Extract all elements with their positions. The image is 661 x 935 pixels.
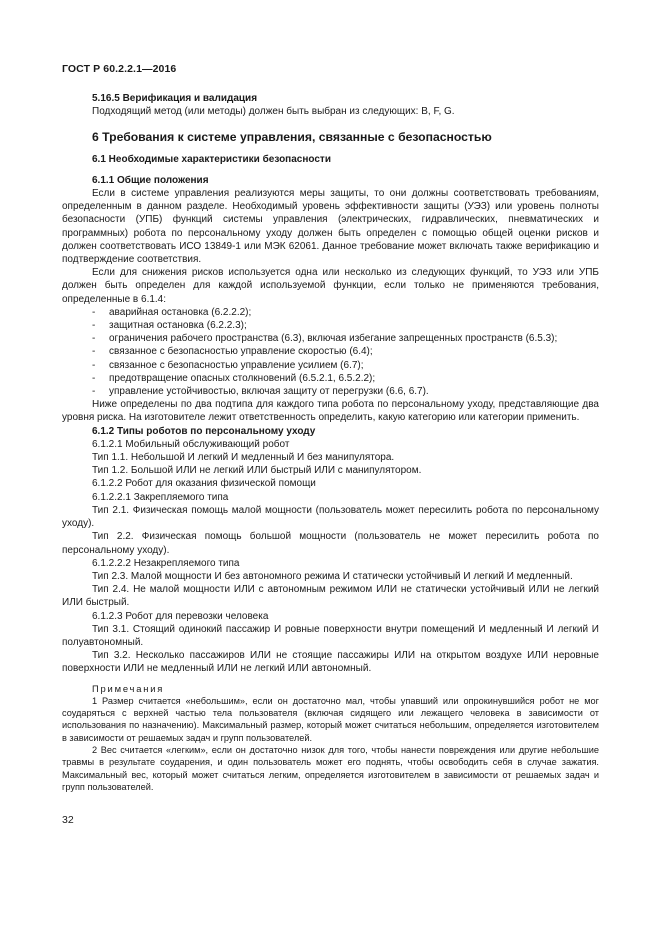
section-5-16-5-heading: 5.16.5 Верификация и валидация [92,93,258,104]
list-item: - защитная остановка (6.2.2.3); [92,320,247,332]
page-content [62,92,599,793]
list-item: - управление устойчивостью, включая защиту от перегрузки (6.6, 6.7). [92,386,429,398]
robot-type-2-1: Тип 2.1. Физическая помощь малой мощности (пользователь может пересилить робота по персональному уходу). [62,504,599,530]
robot-type-2-3: Тип 2.3. Малой мощности И без автономного режима И статически устойчивый И легкий И медленный. [92,570,573,582]
robot-type-1-1: Тип 1.1. Небольшой И легкий И медленный И без манипулятора. [92,452,395,464]
section-6-1-1-paragraph-2: Если для снижения рисков используется одна или несколько из следующих функций, то УЭЗ или УПБ должен быть определен для каждой используемой функции, если только не применяются требования, определенные в 6.1.4: [62,267,599,305]
page-number: 32 [62,814,74,826]
standard-designation: ГОСТ Р 60.2.2.1—2016 [62,63,177,75]
robot-type-1-2: Тип 1.2. Большой ИЛИ не легкий ИЛИ быстрый ИЛИ с манипулятором. [92,465,422,477]
notes-heading: Примечания [92,682,165,694]
section-6-heading: 6 Требования к системе управления, связанные с безопасностью [92,130,492,145]
subsection-heading: 6.1.2.2.2 Незакрепляемого типа [92,557,240,569]
risk-reduction-functions-list [62,306,599,398]
section-6-1-heading: 6.1 Необходимые характеристики безопасности [92,153,331,165]
section-6-1-1-heading: 6.1.1 Общие положения [92,174,209,186]
robot-type-2-4: Тип 2.4. Не малой мощности ИЛИ с автономным режимом ИЛИ не статически устойчивый ИЛИ не легкий ИЛИ быстрый. [62,584,599,609]
list-item: - связанное с безопасностью управление скоростью (6.4); [92,346,373,358]
list-item: - аварийная остановка (6.2.2.2); [92,306,252,318]
note-2: 2 Вес считается «легким», если он достаточно низок для того, чтобы нанести повреждения или другие небольшие травмы в результате соударения, и один пользователь может его поднять, чтобы освободить себя в случае зажатия. Максимальный вес, который может считаться легким, определяется изготовителем в зависимости от решаемых задач и групп пользователей. [62,744,599,792]
section-6-1-1-paragraph-3: Ниже определены по два подтипа для каждого типа робота по персональному уходу, представляющие два уровня риска. На изготовителе лежит ответственность определить, какую категорию или категории применить. [62,399,599,424]
robot-type-2-2: Тип 2.2. Физическая помощь большой мощности (пользователь не может пересилить робота по персональному уходу). [62,531,599,556]
note-1: 1 Размер считается «небольшим», если он достаточно мал, чтобы упавший или опрокинувшийся робот не мог соударяться с верхней частью тела пользователя (включая сидящего или лежащего человека в зависимости от использования по назначению). Максимальный размер, который может считаться небольшим, определяется изготовителем в зависимости от решаемых задач и групп пользователей. [62,695,599,743]
list-item: - ограничения рабочего пространства (6.3), включая избегание запрещенных пространств (6.5.3); [92,333,558,345]
section-5-16-5-text: Подходящий метод (или методы) должен быть выбран из следующих: B, F, G. [92,106,455,118]
subsection-heading: 6.1.2.3 Робот для перевозки человека [92,610,269,622]
section-6-1-1-paragraph-1: Если в системе управления реализуются меры защиты, то они должны соответствовать требованиям, определенным в данном разделе. Необходимый уровень эффективности защиты (УЭЗ) или уровень полноты безопасности (УПБ) функций системы управления (электрических, гидравлических, пневматических и программных) робота по персональному уходу должен быть определен с помощью общей оценки рисков и должен соответствовать ИСО 13849-1 или МЭК 62061. Данное требование может включать также верификацию и подтверждение соответствия. [62,188,599,266]
subsection-heading: 6.1.2.1 Мобильный обслуживающий робот [92,438,290,450]
robot-type-3-2: Тип 3.2. Несколько пассажиров ИЛИ не стоящие пассажиры ИЛИ на открытом воздухе ИЛИ неровные поверхности ИЛИ не медленный ИЛИ не легкий ИЛИ автономный. [62,650,599,675]
list-item: - предотвращение опасных столкновений (6.5.2.1, 6.5.2.2); [92,372,376,384]
subsection-heading: 6.1.2.2 Робот для оказания физической помощи [92,478,316,490]
robot-type-3-1: Тип 3.1. Стоящий одинокий пассажир И ровные поверхности внутри помещений И медленный И легкий И полуавтономный. [62,623,599,648]
list-item: - связанное с безопасностью управление усилием (6.7); [92,359,364,371]
subsection-heading: 6.1.2.2.1 Закрепляемого типа [92,491,229,503]
section-6-1-2-heading: 6.1.2 Типы роботов по персональному уходу [92,425,316,437]
